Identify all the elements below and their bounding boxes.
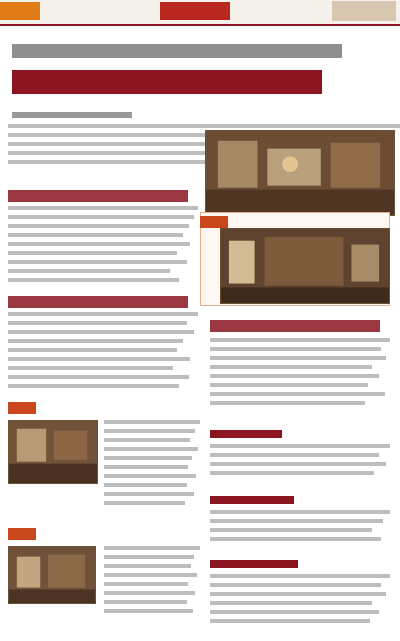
byline: [12, 112, 132, 118]
interior-photo-4: [9, 547, 95, 603]
mini-head-1: [210, 430, 282, 438]
subhead: [12, 44, 342, 58]
column-right-1: [210, 338, 390, 418]
header-bar: [0, 0, 400, 26]
photo-interior-3: [8, 420, 98, 484]
interior-photo-2: [221, 229, 389, 303]
column-left-1: [8, 206, 198, 286]
interior-photo: [206, 131, 394, 215]
tag-2: [8, 402, 36, 414]
column-right-3: [210, 510, 390, 550]
headline-block: [0, 30, 400, 108]
page-number: [0, 2, 40, 20]
section-name: [160, 2, 230, 20]
tag-3: [8, 528, 36, 540]
interior-photo-3: [9, 421, 97, 483]
tag-1: [200, 216, 228, 228]
section-banner-2: [8, 296, 188, 308]
column-left-2: [8, 312, 198, 398]
mini-head-3: [210, 560, 298, 568]
column-right-2: [210, 444, 390, 488]
section-banner-3: [210, 320, 380, 332]
column-mid-1: [104, 420, 200, 520]
photo-interior-2: [220, 228, 390, 304]
column-right-4: [210, 574, 390, 632]
photo-interior-4: [8, 546, 96, 604]
mini-head-2: [210, 496, 294, 504]
section-banner-1: [8, 190, 188, 202]
column-mid-2: [104, 546, 200, 632]
photo-interior-1: [205, 130, 395, 216]
brand-name: [332, 1, 396, 21]
main-headline: [12, 70, 322, 94]
